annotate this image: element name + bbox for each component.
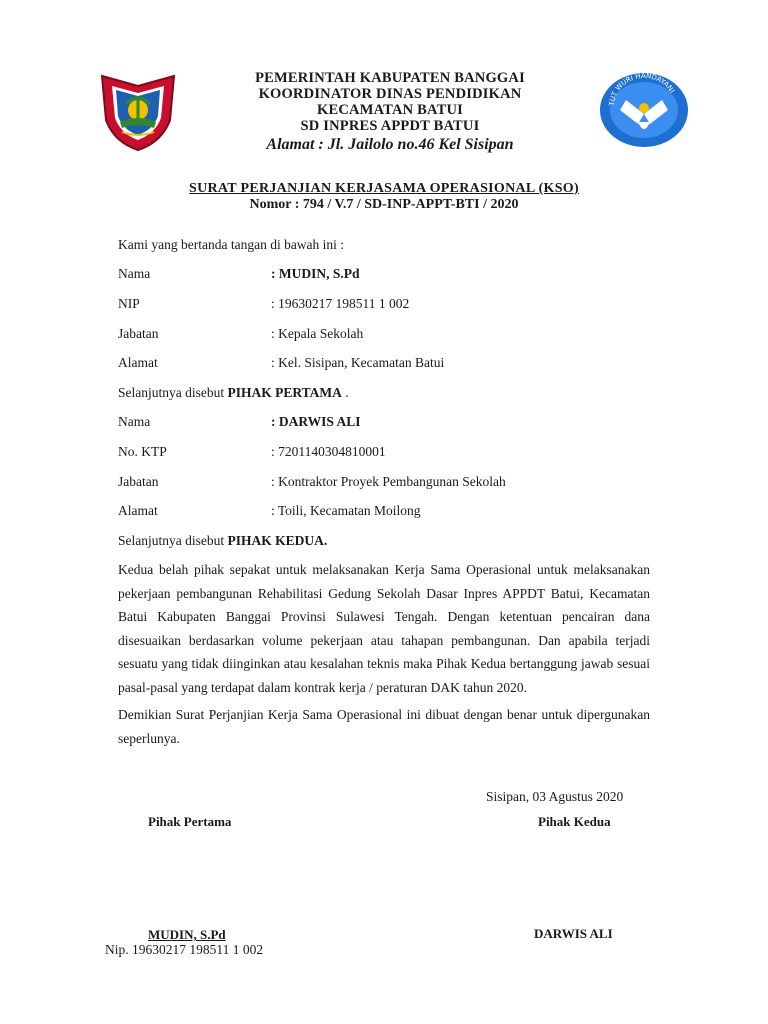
field-value: : 19630217 198511 1 002 [271, 296, 410, 311]
field-label: Alamat [118, 355, 158, 370]
letter-number: Nomor : 794 / V.7 / SD-INP-APPT-BTI / 2020 [249, 197, 519, 212]
banggai-regency-logo [96, 70, 180, 154]
designation-party-second: PIHAK KEDUA. [227, 533, 328, 548]
intro-text: Kami yang bertanda tangan di bawah ini : [118, 237, 345, 252]
field-value: : Toili, Kecamatan Moilong [271, 503, 421, 518]
designation-party-first: PIHAK PERTAMA [227, 385, 342, 400]
logo-motto-text: TUT WURI HANDAYANI [607, 71, 676, 107]
tut-wuri-handayani-logo [598, 70, 690, 150]
field-value: : DARWIS ALI [271, 414, 361, 429]
field-value: : 7201140304810001 [271, 444, 386, 459]
field-label: Nama [118, 266, 151, 281]
letterhead-line-district: KECAMATAN BATUI [317, 102, 463, 118]
first-party-nip: Nip. 19630217 198511 1 002 [105, 942, 264, 957]
letterhead [180, 70, 600, 155]
field-label: Alamat [118, 503, 158, 518]
field-value: : Kepala Sekolah [271, 326, 364, 341]
field-value: : Kontraktor Proyek Pembangunan Sekolah [271, 474, 506, 489]
field-label: Jabatan [118, 474, 159, 489]
field-label: Jabatan [118, 326, 159, 341]
letterhead-line-government: PEMERINTAH KABUPATEN BANGGAI [255, 70, 525, 86]
agreement-title: SURAT PERJANJIAN KERJASAMA OPERASIONAL (KSO) [189, 181, 579, 196]
letterhead-address: Alamat : Jl. Jailolo no.46 Kel Sisipan [266, 136, 514, 153]
first-party-name: MUDIN, S.Pd [148, 927, 226, 942]
field-label: NIP [118, 296, 140, 311]
place-date: Sisipan, 03 Agustus 2020 [486, 789, 624, 804]
party1-designation [118, 385, 349, 401]
letterhead-line-office: KOORDINATOR DINAS PENDIDIKAN [258, 86, 522, 102]
field-label: Nama [118, 414, 151, 429]
field-value: : Kel. Sisipan, Kecamatan Batui [271, 355, 445, 370]
letter-title [0, 181, 768, 213]
designation-prefix: Selanjutnya disebut [118, 385, 228, 400]
field-label: No. KTP [118, 444, 167, 459]
closing-paragraph: Demikian Surat Perjanjian Kerja Sama Operasional ini dibuat dengan benar untuk dipergunakan seperlunya. [118, 707, 650, 746]
party2-designation [118, 533, 327, 549]
second-party-name: DARWIS ALI [534, 926, 613, 941]
letterhead-line-school: SD INPRES APPDT BATUI [300, 118, 480, 134]
second-party-title: Pihak Kedua [538, 814, 611, 829]
designation-prefix: Selanjutnya disebut [118, 533, 228, 548]
field-value: : MUDIN, S.Pd [271, 266, 360, 281]
designation-suffix: . [341, 385, 349, 400]
agreement-paragraph: Kedua belah pihak sepakat untuk melaksanakan Kerja Sama Operasional untuk melaksanakan pekerjaan pembangunan Rehabilitasi Gedung Sekolah Dasar Inpres APPDT Batui, Kecamatan Batui Kabupaten Banggai Provinsi Sulawesi Tengah. Dengan ketentuan pencairan dana disesuaikan berdasarkan volume pekerjaan atau tahapan pembangunan. Dan apabila terjadi sesuatu yang tidak diinginkan atau kesalahan teknis maka Pihak Kedua bertanggung jawab sesuai pasal-pasal yang terdapat dalam kontrak kerja / peraturan DAK tahun 2020. [118, 562, 650, 695]
first-party-title: Pihak Pertama [148, 814, 232, 829]
